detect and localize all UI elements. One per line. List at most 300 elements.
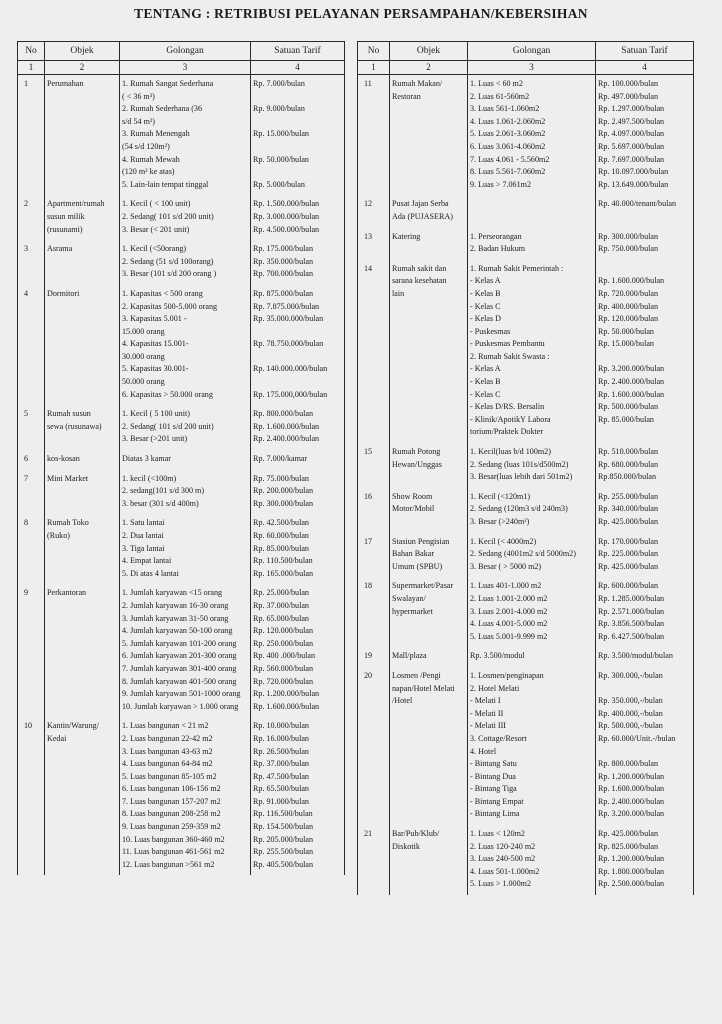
tarif-line: Rp. 800.000/bulan [253,409,314,419]
golongan-line: - Kelas C [470,301,501,311]
tarif-line: Rp. 3.200.000/bulan [598,809,665,819]
cell-objek [390,75,468,196]
row-number: 16 [358,488,390,533]
row-number: 10 [18,717,45,875]
row-number: 17 [358,533,390,578]
cell-objek [390,195,468,227]
objek-line: Bahan Bakar [392,549,435,559]
cell-tarif [251,285,345,405]
tarif-line [598,746,691,759]
tarif-line [253,351,342,364]
row-number: 14 [358,260,390,443]
tarif-line: Rp. 4.097.000/bulan [598,129,665,139]
tarif-line [253,166,342,179]
golongan-line: ( < 36 m³) [122,91,155,101]
tarif-line: Rp. 1.600.000/bulan [598,784,665,794]
tarif-line: Rp. 250.000/bulan [253,638,314,648]
golongan-line: 6. Jumlah karyawan 201-300 orang [122,651,237,661]
objek-line: Stasiun Pengisian [392,536,450,546]
golongan-line: 7. Jumlah karyawan 301-400 orang [122,663,237,673]
golongan-line: 4. Hotel [470,746,497,756]
tarif-line: Rp. 500.000/bulan [598,402,659,412]
tarif-line: Rp. 2.571.000/bulan [598,606,665,616]
tarif-line: Rp. 1.200.000/bulan [598,771,665,781]
golongan-line: 30.000 orang [122,351,165,361]
tarif-line: Rp. 6.427.500/bulan [598,631,665,641]
golongan-line: 1. Luas 401-1.000 m2 [470,581,542,591]
table-row [18,584,345,717]
golongan-line: 2. Hotel Melati [470,683,520,693]
golongan-line: - Klinik/ApotikY Labora [470,414,551,424]
cell-golongan [120,75,251,196]
golongan-line: - Kelas D [470,314,502,324]
golongan-line: - Puskesmas [470,326,511,336]
cell-golongan [120,405,251,450]
tarif-line: Rp. 13.649.000/bulan [598,179,669,189]
table-row [18,405,345,450]
row-number: 19 [358,647,390,667]
document-title: TENTANG : RETRIBUSI PELAYANAN PERSAMPAHAN/KEBERSIHAN [134,6,588,21]
golongan-line: 4. Jumlah karyawan 50-100 orang [122,626,233,636]
cell-golongan [468,825,596,895]
golongan-line: - Bintang Lima [470,809,520,819]
cell-tarif [251,470,345,515]
objek-line: Dormitori [47,288,80,298]
tarif-line [253,376,342,389]
cell-tarif [596,647,694,667]
tarif-line: Rp. 50.000/bulan [253,154,309,164]
golongan-line: 5. Luas 2.061-3.060m2 [470,129,546,139]
tarif-line: Rp. 3.856.500/bulan [598,619,665,629]
golongan-line: 2. Rumah Sakit Swasta : [470,351,550,361]
objek-line: Katering [392,231,421,241]
golongan-line: s/d 54 m²) [122,116,156,126]
golongan-line: 11. Luas bangunan 461-561 m2 [122,847,225,857]
golongan-line: 5. Luas > 1.000m2 [470,879,531,889]
objek-line: Perumahan [47,79,84,88]
cell-tarif [251,514,345,584]
row-number: 2 [18,195,45,240]
golongan-line: 8. Luas bangunan 208-258 m2 [122,809,221,819]
cell-golongan [120,450,251,470]
header-objek: Objek [390,42,468,61]
golongan-line: 2. Luas 1.001-2.000 m2 [470,593,548,603]
golongan-line: 1. Kapasitas < 500 orang [122,288,203,298]
golongan-line: - Melati I [470,696,501,706]
tarif-line: Rp. 60.000/Unit.-/bulan [598,733,676,743]
golongan-line: 1. Perseorangan [470,231,522,241]
table-row [358,443,694,488]
golongan-line: 2. Luas 61-560m2 [470,91,530,101]
objek-line: Supermarket/Pasar [392,581,454,591]
column-number: 4 [251,61,345,75]
tarif-line [598,351,691,364]
table-row [18,717,345,875]
golongan-line: - Bintang Empat [470,796,524,806]
tariff-table-left [17,41,345,875]
tarif-line: Rp. 40.000/tenant/bulan [598,199,677,209]
table-row [358,647,694,667]
tarif-line: Rp. 154.500/bulan [253,822,314,832]
table-row [18,195,345,240]
tarif-line: Rp. 42.500/bulan [253,518,309,528]
golongan-line: 3. Luas 240-500 m2 [470,854,536,864]
objek-line: Hewan/Unggas [392,459,442,469]
golongan-line: 3. Luas 561-1.060m2 [470,104,540,114]
golongan-line: - Puskesmas Pembantu [470,339,545,349]
tarif-line: Rp. 7.000/bulan [253,79,305,88]
golongan-line: 2. Dua lantai [122,531,164,540]
cell-objek [45,240,120,285]
tarif-line: Rp. 120.000/bulan [253,626,314,636]
objek-line: Perkantoran [47,588,87,598]
cell-tarif [251,717,345,875]
tarif-line: Rp. 497.000/bulan [598,91,659,101]
golongan-line: 1. Jumlah karyawan <15 orang [122,588,223,598]
tarif-line: Rp. 2.400.000/bulan [253,434,320,444]
golongan-line: 1. Rumah Sakit Pemerintah : [470,263,564,273]
tarif-line: Rp. 91.000/bulan [253,796,309,806]
tarif-line: Rp. 560.000/bulan [253,663,314,673]
golongan-line: 9. Luas bangunan 259-359 m2 [122,822,221,832]
tarif-line: Rp. 800.000/bulan [598,759,659,769]
objek-line: sarana kesehatan [392,276,447,286]
tarif-line: Rp. 75.000/bulan [253,473,309,483]
cell-objek [390,228,468,260]
cell-tarif [596,667,694,825]
objek-line: Swalayan/ [392,593,426,603]
cell-golongan [120,584,251,717]
golongan-line: 2. Sedang (4001m2 s/d 5000m2) [470,549,576,559]
header-golongan: Golongan [120,42,251,61]
tarif-line: Rp. 2.400.000/bulan [598,377,665,387]
golongan-line: 5. Di atas 4 lantai [122,568,179,578]
tarif-line: Rp. 425.000/bulan [598,561,659,571]
tarif-line: Rp. 175.000/bulan [253,244,314,254]
golongan-line: 10. Jumlah karyawan > 1.000 orang [122,701,239,711]
golongan-line: 1. Losmen/penginapan [470,670,544,680]
cell-tarif [596,577,694,647]
tarif-line: Rp. 85.000/bulan [253,543,309,553]
tarif-line: Rp. 400.000/bulan [598,301,659,311]
tarif-line: Rp. 1.285.000/bulan [598,593,665,603]
golongan-line: - Bintang Tiga [470,784,517,794]
objek-line: Motor/Mobil [392,504,435,514]
row-number: 6 [18,450,45,470]
tarif-line: Rp. 5.697.000/bulan [598,141,665,151]
tarif-line: Rp. 37.000/bulan [253,759,309,769]
golongan-line: 2. Rumah Sederhana (36 [122,104,203,114]
cell-golongan [120,285,251,405]
tarif-line: Rp. 825.000/bulan [598,841,659,851]
golongan-line: 15.000 orang [122,326,165,336]
tarif-line: Rp. 225.000/bulan [598,549,659,559]
golongan-line: 6. Kapasitas > 50.000 orang [122,389,213,399]
table-row [18,450,345,470]
golongan-line: 3. Besar (>240m²) [470,517,530,526]
tarif-line: Rp. 500.000,-/bulan [598,721,663,731]
tarif-line: Rp. 2.497.500/bulan [598,116,665,126]
objek-line: Rumah susun [47,409,91,419]
golongan-line: 5. Luas 5.001-9.999 m2 [470,631,548,641]
golongan-line: 9. Jumlah karyawan 501-1000 orang [122,689,241,699]
objek-line: Ada (PUJASERA) [392,211,453,221]
objek-line: susun milik [47,211,85,221]
tarif-line: Rp. 120.000/bulan [598,314,659,324]
column-number: 2 [390,61,468,75]
tarif-line: Rp. 78.750.000/bulan [253,339,324,349]
tarif-line: Rp. 65.000/bulan [253,613,309,623]
objek-line: sewa (rusunawa) [47,421,102,431]
tarif-line: Rp. 200.000/bulan [253,486,314,496]
objek-line: Umum (SPBU) [392,561,443,571]
row-number: 15 [358,443,390,488]
objek-line: Rumah sakit dan [392,263,447,273]
cell-tarif [596,75,694,196]
objek-line: Restoran [392,91,421,101]
cell-golongan [468,195,596,227]
tarif-line [253,91,342,104]
cell-objek [390,647,468,667]
golongan-line: 4. Luas bangunan 64-84 m2 [122,759,213,769]
tarif-line: Rp. 175.000,000/bulan [253,389,328,399]
cell-golongan [468,647,596,667]
tarif-line: Rp. 60.000/bulan [253,531,309,540]
table-row [358,260,694,443]
golongan-line: 7. Luas 4.061 - 5.560m2 [470,154,550,164]
objek-line: Mall/plaza [392,651,427,661]
table-row [358,488,694,533]
cell-golongan [468,533,596,578]
golongan-line: 1. kecil (<100m) [122,473,177,483]
row-number: 11 [358,75,390,196]
tarif-line: Rp. 255.500/bulan [253,847,314,857]
tarif-line: Rp. 400.000,-/bulan [598,708,663,718]
objek-line: Losmen /Pengi [392,670,441,680]
tarif-line: Rp. 680.000/bulan [598,459,659,469]
row-number: 8 [18,514,45,584]
golongan-line: - Melati II [470,708,504,718]
row-number: 13 [358,228,390,260]
tarif-line: Rp. 2.500.000/bulan [598,879,665,889]
tarif-line: Rp. 300.000/bulan [253,498,314,508]
golongan-line: - Kelas B [470,288,501,298]
cell-objek [45,514,120,584]
cell-objek [390,577,468,647]
golongan-line: 2. Sedang( 101 s/d 200 unit) [122,421,214,431]
tarif-line: Rp. 700.000/bulan [253,269,314,279]
row-number: 4 [18,285,45,405]
golongan-line: 1. Kecil(luas b/d 100m2) [470,447,551,457]
column-number: 1 [358,61,390,75]
cell-golongan [468,260,596,443]
golongan-line: 3. Cottage/Resort [470,733,527,743]
tarif-line: Rp. 600.000/bulan [598,581,659,591]
golongan-line: 3. Kapasitas 5.001 - [122,314,187,324]
column-number: 2 [45,61,120,75]
tarif-line: Rp. 1.500.000/bulan [253,199,320,209]
golongan-line: 3. Besar ( > 5000 m2) [470,561,542,571]
objek-line: Rumah Toko [47,518,89,528]
cell-tarif [251,450,345,470]
golongan-line: 4. Luas 4.001-5.000 m2 [470,619,548,629]
golongan-line: - Kelas C [470,389,501,399]
golongan-line: 3. Jumlah karyawan 31-50 orang [122,613,229,623]
tarif-line: Rp. 7.000/kamar [253,454,308,464]
tarif-line: Rp. 170.000/bulan [598,536,659,546]
golongan-line: 4. Empat lantai [122,556,172,566]
row-number: 7 [18,470,45,515]
golongan-line: (120 m² ke atas) [122,167,175,177]
golongan-line: 1. Luas < 120m2 [470,829,525,839]
objek-line: Apartment/rumah [47,199,105,209]
header-no: No [18,42,45,61]
tarif-line [598,683,691,696]
tarif-line: Rp. 350.000,-/bulan [598,696,663,706]
tarif-line: Rp. 10.097.000/bulan [598,167,669,177]
golongan-line [470,198,593,211]
golongan-line: - Kelas A [470,364,501,374]
tarif-line: Rp. 100.000/bulan [598,79,659,88]
golongan-line: 4. Rumah Mewah [122,154,180,164]
row-number: 9 [18,584,45,717]
tarif-line: Rp. 7.697.000/bulan [598,154,665,164]
table-row [358,75,694,196]
golongan-line: 3. Besar (< 201 unit) [122,224,190,234]
tarif-line [598,263,691,276]
golongan-line: 3. Besar (>201 unit) [122,434,188,444]
golongan-line: - Bintang Dua [470,771,516,781]
golongan-line: 1. Kecil (<50orang) [122,244,187,254]
cell-tarif [251,240,345,285]
cell-objek [390,488,468,533]
tarif-line: Rp. 140.000.000/bulan [253,364,328,374]
header-golongan: Golongan [468,42,596,61]
golongan-line: - Kelas A [470,276,501,286]
table-row [358,825,694,895]
tarif-line: Rp.850.000/bulan [598,472,657,482]
header-no: No [358,42,390,61]
header-objek: Objek [45,42,120,61]
tarif-line: Rp. 340.000/bulan [598,504,659,514]
tarif-line: Rp. 255.000/bulan [598,491,659,501]
tarif-line: Rp. 4.500.000/bulan [253,224,320,234]
table-row [358,577,694,647]
objek-line: kos-kosan [47,454,80,464]
tarif-line: Rp. 720.000/bulan [598,288,659,298]
row-number: 5 [18,405,45,450]
tarif-line: Rp. 165.000/bulan [253,568,314,578]
tarif-line: Rp. 15.000/bulan [598,339,654,349]
tarif-line: Rp. 1.297.000/bulan [598,104,665,114]
tarif-line: Rp. 50.000/bulan [598,326,654,336]
golongan-line: 5. Jumlah karyawan 101-200 orang [122,638,237,648]
golongan-line: - Bintang Satu [470,759,517,769]
row-number: 18 [358,577,390,647]
table-row [358,195,694,227]
tarif-line: Rp. 2.400.000/bulan [598,796,665,806]
golongan-line: 7. Luas bangunan 157-207 m2 [122,796,221,806]
cell-tarif [251,75,345,196]
objek-line: Bar/Pub/Klub/ [392,829,440,839]
objek-line: Show Room [392,491,433,501]
golongan-line: 1. Kecil ( 5 100 unit) [122,409,190,419]
cell-objek [45,195,120,240]
cell-tarif [596,260,694,443]
row-number: 20 [358,667,390,825]
objek-line: (rusunami) [47,224,83,234]
golongan-line: 6. Luas 3.061-4.060m2 [470,141,546,151]
golongan-line: 1. Satu lantai [122,518,165,528]
tarif-line: Rp. 400 .000/bulan [253,651,316,661]
golongan-line: 4. Luas 1.061-2.060m2 [470,116,546,126]
golongan-line: torium/Praktek Dokter [470,427,544,437]
objek-line: Rumah Potong [392,447,441,457]
tarif-line: Rp. 26.500/bulan [253,746,309,756]
tarif-line: Rp. 510.000/bulan [598,447,659,457]
table-row [18,470,345,515]
column-number: 3 [468,61,596,75]
cell-objek [390,443,468,488]
cell-golongan [468,577,596,647]
tarif-line: Rp. 425.000/bulan [598,829,659,839]
golongan-line: 50.000 orang [122,377,165,387]
tarif-line: Rp. 7.875.000/bulan [253,301,320,311]
tarif-line: Rp. 3.000.000/bulan [253,211,320,221]
tarif-line: Rp. 720.000/bulan [253,676,314,686]
cell-objek [45,450,120,470]
golongan-line: 4. Luas 501-1.000m2 [470,866,540,876]
golongan-line: 1. Kecil (<120m1) [470,491,531,501]
objek-line: hypermarket [392,606,433,616]
cell-tarif [251,584,345,717]
golongan-line: 5. Luas bangunan 85-105 m2 [122,771,217,781]
column-number: 1 [18,61,45,75]
tarif-line [253,326,342,339]
golongan-line: 9. Luas > 7.061m2 [470,179,531,189]
tarif-line: Rp. 15.000/bulan [253,129,309,139]
cell-golongan [468,667,596,825]
tarif-line: Rp. 425.000/bulan [598,517,659,526]
tarif-line: Rp. 116.500/bulan [253,809,313,819]
golongan-line: 4. Kapasitas 15.001- [122,339,189,349]
cell-golongan [468,228,596,260]
cell-golongan [468,488,596,533]
objek-line: lain [392,288,405,298]
golongan-line: 1. Luas bangunan < 21 m2 [122,721,209,731]
golongan-line: 5. Lain-lain tempat tinggal [122,179,209,189]
cell-tarif [596,195,694,227]
cell-objek [45,285,120,405]
tarif-line: Rp. 110.500/bulan [253,556,313,566]
golongan-line: 2. Luas bangunan 22-42 m2 [122,733,213,743]
objek-line: Kedai [47,733,67,743]
golongan-line: Rp. 3.500/modul [470,651,525,661]
cell-objek [45,75,120,196]
objek-line: (Ruko) [47,531,70,540]
row-number: 1 [18,75,45,196]
golongan-line: 3. Rumah Menengah [122,129,190,139]
golongan-line: 2. Sedang (51 s/d 100orang) [122,256,214,266]
table-row [18,240,345,285]
tarif-line [253,141,342,154]
tarif-line: Rp. 1.200.000/bulan [598,854,665,864]
objek-line: napan/Hotel Melati [392,683,455,693]
row-number: 3 [18,240,45,285]
cell-objek [45,470,120,515]
tarif-line: Rp. 47.500/bulan [253,771,309,781]
golongan-line: 2. Badan Hukum [470,244,526,254]
